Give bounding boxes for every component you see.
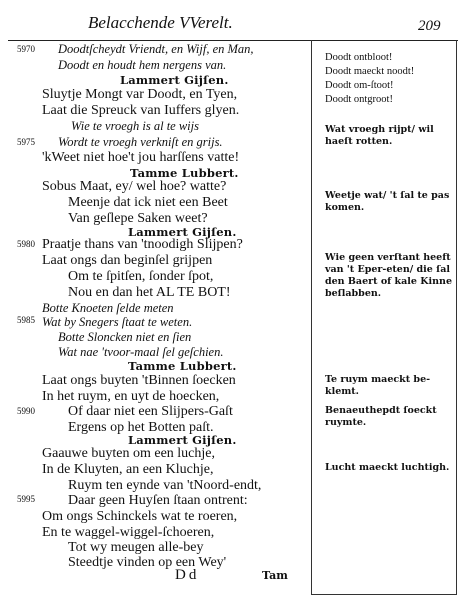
verse-line: Praatje thans van 'tnoodigh Slijpen?	[42, 237, 243, 252]
margin-note: van 't Eper-eten/ die ſal	[325, 264, 450, 275]
margin-note: Doodt om-ſtoot!	[325, 80, 394, 91]
line-number: 5975	[17, 137, 35, 147]
speaker-name: Tamme Lubbert.	[128, 359, 237, 373]
top-rule	[8, 40, 458, 41]
margin-rule-left	[311, 40, 312, 595]
verse-line: In de Kluyten, an een Kluchje,	[42, 462, 214, 477]
margin-note: ruymte.	[325, 417, 367, 428]
margin-note: komen.	[325, 202, 365, 213]
verse-line: Meenje dat ick niet een Beet	[68, 195, 228, 210]
margin-note: Weetje wat/ 't ſal te pas	[325, 190, 450, 201]
verse-line: Botte Knoeten ſelde meten	[42, 301, 174, 315]
line-number: 5970	[17, 44, 35, 54]
margin-note: Wie geen verſtant heeft	[325, 252, 451, 263]
verse-line: Om ongs Schinckels wat te roeren,	[42, 509, 238, 524]
verse-line: Tot wy meugen alle-bey	[68, 540, 204, 555]
running-title: Belacchende VVerelt.	[88, 13, 233, 32]
margin-note: Benaeuthepdt ſoeckt	[325, 405, 437, 416]
margin-rule-right	[456, 40, 457, 595]
verse-line: Laat ongs dan beginſel grijpen	[42, 253, 213, 268]
margin-rule-bottom	[311, 594, 457, 595]
verse-line: Wat nae 'tvoor-maal ſel geſchien.	[58, 345, 224, 359]
verse-line: Ergens op het Botten paſt.	[68, 420, 214, 435]
margin-note: haeſt rotten.	[325, 136, 393, 147]
verse-line: Ruym ten eynde van 'tNoord-endt,	[68, 478, 262, 493]
speaker-name: Tamme Lubbert.	[130, 166, 239, 180]
verse-line: Sobus Maat, ey/ wel hoe? watte?	[42, 179, 227, 194]
page-number: 209	[418, 18, 441, 34]
margin-note: beſlabben.	[325, 288, 382, 299]
catchword: Tam	[262, 569, 288, 582]
line-number: 5995	[17, 494, 35, 504]
verse-line: Wat by Snegers ſtaat te weten.	[42, 315, 193, 329]
margin-note: den Baert of kale Kinne	[325, 276, 452, 287]
speaker-name: Lammert Gijſen.	[128, 433, 237, 447]
verse-line: Van geſlepe Saken weet?	[68, 211, 208, 226]
verse-line: Om te ſpitſen, ſonder ſpot,	[68, 269, 214, 284]
verse-line: Wordt te vroegh verkniſt en grijs.	[58, 135, 223, 149]
verse-line: Of daar niet een Slijpers-Gaſt	[68, 404, 233, 419]
verse-line: 'kWeet niet hoe't jou harſſens vatte!	[42, 150, 240, 165]
verse-line: En te waggel-wiggel-ſchoeren,	[42, 525, 215, 540]
speaker-name: Lammert Gijſen.	[128, 225, 237, 239]
margin-note: klemt.	[325, 386, 359, 397]
margin-note: Te ruym maeckt be-	[325, 374, 431, 385]
verse-line: Wie te vroegh is al te wijs	[71, 119, 199, 133]
verse-line: Gaauwe buyten om een luchje,	[42, 446, 215, 461]
margin-note: Doodt ontbloot!	[325, 52, 393, 63]
verse-line: Doodt en houdt hem nergens van.	[58, 58, 227, 72]
line-number: 5980	[17, 239, 35, 249]
line-number: 5985	[17, 315, 35, 325]
verse-line: In het ruym, en uyt de hoecken,	[42, 389, 220, 404]
verse-line: Botte Sloncken niet en ſien	[58, 330, 192, 344]
signature-mark: Dd	[175, 567, 200, 583]
verse-line: Laat die Spreuck van Iuffers glyen.	[42, 103, 240, 118]
margin-note: Wat vroegh rijpt/ wil	[325, 124, 434, 135]
verse-line: Sluytje Mongt var Doodt, en Tyen,	[42, 87, 238, 102]
margin-note: Doodt maeckt noodt!	[325, 66, 415, 77]
verse-line: Laat ongs buyten 'tBinnen ſoecken	[42, 373, 236, 388]
margin-note: Doodt ontgroot!	[325, 94, 393, 105]
verse-line: Nou en dan het AL TE BOT!	[68, 285, 231, 300]
speaker-name: Lammert Gijſen.	[120, 73, 229, 87]
line-number: 5990	[17, 406, 35, 416]
margin-note: Lucht maeckt luchtigh.	[325, 462, 450, 473]
verse-line: Daar geen Huyſen ſtaan ontrent:	[68, 493, 248, 508]
verse-line: Steedtje vinden op een Wey'	[68, 555, 227, 570]
verse-line: Doodtſcheydt Vriendt, en Wijf, en Man,	[58, 42, 254, 56]
